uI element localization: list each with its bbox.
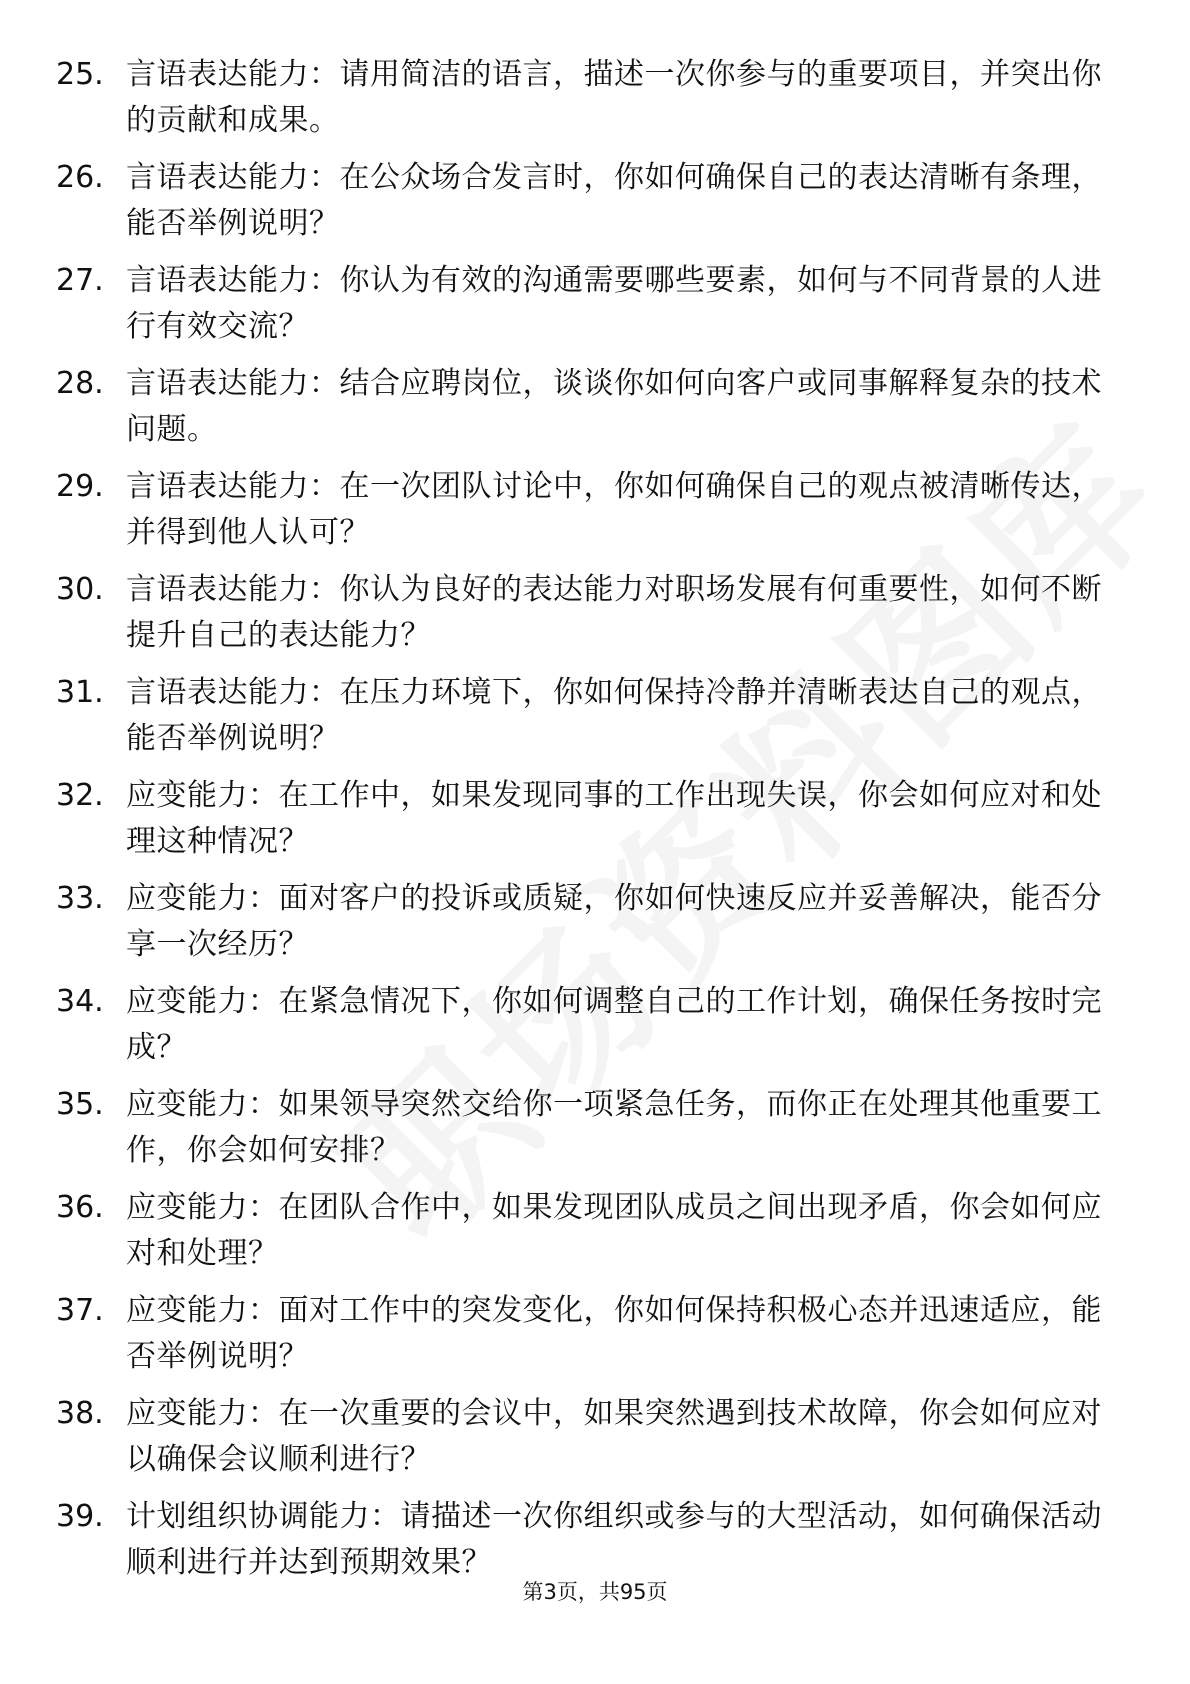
question-item: [56, 773, 1126, 876]
question-item: [56, 1082, 1126, 1185]
question-item: [56, 258, 1126, 361]
question-text: 应变能力：如果领导突然交给你一项紧急任务，而你正在处理其他重要工作，你会如何安排？: [126, 1087, 1102, 1168]
question-number: 31.: [56, 675, 104, 710]
question-text: 言语表达能力：请用简洁的语言，描述一次你参与的重要项目，并突出你的贡献和成果。: [126, 57, 1102, 138]
question-text: 言语表达能力：在公众场合发言时，你如何确保自己的表达清晰有条理，能否举例说明？: [126, 160, 1102, 241]
question-item: [56, 464, 1126, 567]
question-number: 33.: [56, 881, 104, 916]
question-text: 应变能力：在团队合作中，如果发现团队成员之间出现矛盾，你会如何应对和处理？: [126, 1190, 1102, 1271]
question-number: 25.: [56, 57, 104, 92]
question-item: [56, 567, 1126, 670]
question-text: 应变能力：面对客户的投诉或质疑，你如何快速反应并妥善解决，能否分享一次经历？: [126, 881, 1102, 962]
page-footer: 第3页，共95页: [522, 1580, 668, 1604]
question-list: [56, 52, 1126, 1597]
question-number: 37.: [56, 1293, 104, 1328]
question-number: 36.: [56, 1190, 104, 1225]
question-number: 35.: [56, 1087, 104, 1122]
question-item: [56, 361, 1126, 464]
question-text: 言语表达能力：在一次团队讨论中，你如何确保自己的观点被清晰传达，并得到他人认可？: [126, 469, 1102, 550]
question-number: 38.: [56, 1396, 104, 1431]
question-number: 28.: [56, 366, 104, 401]
question-number: 30.: [56, 572, 104, 607]
question-item: [56, 979, 1126, 1082]
question-item: [56, 876, 1126, 979]
question-text: 言语表达能力：你认为良好的表达能力对职场发展有何重要性，如何不断提升自己的表达能力？: [126, 572, 1102, 653]
question-item: [56, 1288, 1126, 1391]
question-item: [56, 52, 1126, 155]
question-text: 应变能力：面对工作中的突发变化，你如何保持积极心态并迅速适应，能否举例说明？: [126, 1293, 1102, 1374]
question-text: 计划组织协调能力：请描述一次你组织或参与的大型活动，如何确保活动顺利进行并达到预期效果？: [126, 1499, 1102, 1580]
question-number: 39.: [56, 1499, 104, 1534]
question-item: [56, 1185, 1126, 1288]
question-text: 言语表达能力：你认为有效的沟通需要哪些要素，如何与不同背景的人进行有效交流？: [126, 263, 1102, 344]
question-number: 27.: [56, 263, 104, 298]
question-number: 26.: [56, 160, 104, 195]
question-text: 应变能力：在一次重要的会议中，如果突然遇到技术故障，你会如何应对以确保会议顺利进行？: [126, 1396, 1102, 1477]
question-text: 应变能力：在紧急情况下，你如何调整自己的工作计划，确保任务按时完成？: [126, 984, 1102, 1065]
question-text: 言语表达能力：结合应聘岗位，谈谈你如何向客户或同事解释复杂的技术问题。: [126, 366, 1102, 447]
question-text: 应变能力：在工作中，如果发现同事的工作出现失误，你会如何应对和处理这种情况？: [126, 778, 1102, 859]
question-text: 言语表达能力：在压力环境下，你如何保持冷静并清晰表达自己的观点，能否举例说明？: [126, 675, 1102, 756]
question-number: 29.: [56, 469, 104, 504]
question-item: [56, 1391, 1126, 1494]
question-number: 34.: [56, 984, 104, 1019]
question-item: [56, 670, 1126, 773]
question-item: [56, 155, 1126, 258]
question-number: 32.: [56, 778, 104, 813]
